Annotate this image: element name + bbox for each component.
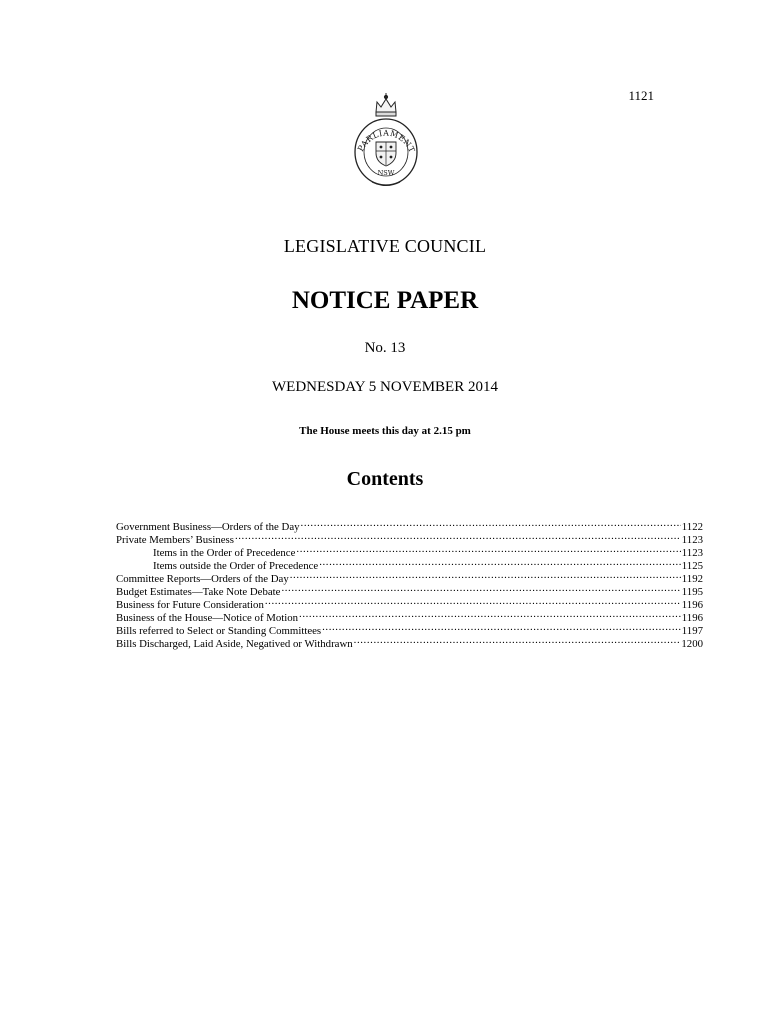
paper-number: No. 13 bbox=[364, 340, 406, 356]
toc-entry-label: Business for Future Consideration bbox=[116, 599, 264, 611]
toc-dot-leader bbox=[301, 517, 681, 530]
house-name: LEGISLATIVE COUNCIL bbox=[283, 236, 487, 256]
toc-entry-label: Business of the House—Notice of Motion bbox=[116, 612, 299, 624]
toc-entry-page: 1196 bbox=[681, 599, 703, 611]
toc-entry-label: Budget Estimates—Take Note Debate bbox=[116, 586, 281, 598]
toc-entry[interactable] bbox=[116, 517, 703, 533]
toc-entry-page: 1192 bbox=[681, 573, 703, 585]
toc-entry-label: Bills Discharged, Laid Aside, Negatived or Withdrawn bbox=[116, 638, 353, 650]
toc-dot-leader bbox=[290, 569, 681, 582]
toc-dot-leader bbox=[322, 621, 681, 634]
table-of-contents bbox=[116, 517, 703, 650]
parliament-nsw-crest-icon bbox=[346, 90, 426, 192]
toc-entry-label: Government Business—Orders of the Day bbox=[116, 521, 300, 533]
sitting-date: WEDNESDAY 5 NOVEMBER 2014 bbox=[272, 379, 498, 395]
toc-entry-page: 1197 bbox=[681, 625, 703, 637]
svg-text:PARLIAMENT: PARLIAMENT bbox=[356, 128, 417, 155]
toc-entry-label: Private Members’ Business bbox=[116, 534, 234, 546]
toc-entry-label: Bills referred to Select or Standing Committees bbox=[116, 625, 322, 637]
toc-entry-page: 1125 bbox=[681, 560, 703, 572]
toc-entry-page: 1195 bbox=[681, 586, 703, 598]
toc-dot-leader bbox=[319, 556, 681, 569]
page-number: 1121 bbox=[628, 88, 654, 103]
toc-entry-page: 1123 bbox=[681, 534, 703, 546]
contents-heading: Contents bbox=[346, 468, 424, 490]
toc-dot-leader bbox=[354, 634, 681, 647]
toc-dot-leader bbox=[296, 543, 680, 556]
toc-entry-page: 1200 bbox=[681, 638, 703, 650]
toc-dot-leader bbox=[281, 582, 680, 595]
toc-entry-page: 1123 bbox=[681, 547, 703, 559]
meeting-time-note: The House meets this day at 2.15 pm bbox=[299, 425, 471, 437]
toc-dot-leader bbox=[235, 530, 681, 543]
toc-entry-page: 1196 bbox=[681, 612, 703, 624]
toc-entry-label: Committee Reports—Orders of the Day bbox=[116, 573, 289, 585]
toc-entry-label: Items outside the Order of Precedence bbox=[153, 560, 319, 572]
toc-dot-leader bbox=[299, 608, 681, 621]
toc-entry-page: 1122 bbox=[681, 521, 703, 533]
toc-dot-leader bbox=[265, 595, 681, 608]
document-title: NOTICE PAPER bbox=[291, 287, 479, 314]
toc-entry-label: Items in the Order of Precedence bbox=[153, 547, 296, 559]
svg-text:NSW: NSW bbox=[377, 169, 395, 177]
